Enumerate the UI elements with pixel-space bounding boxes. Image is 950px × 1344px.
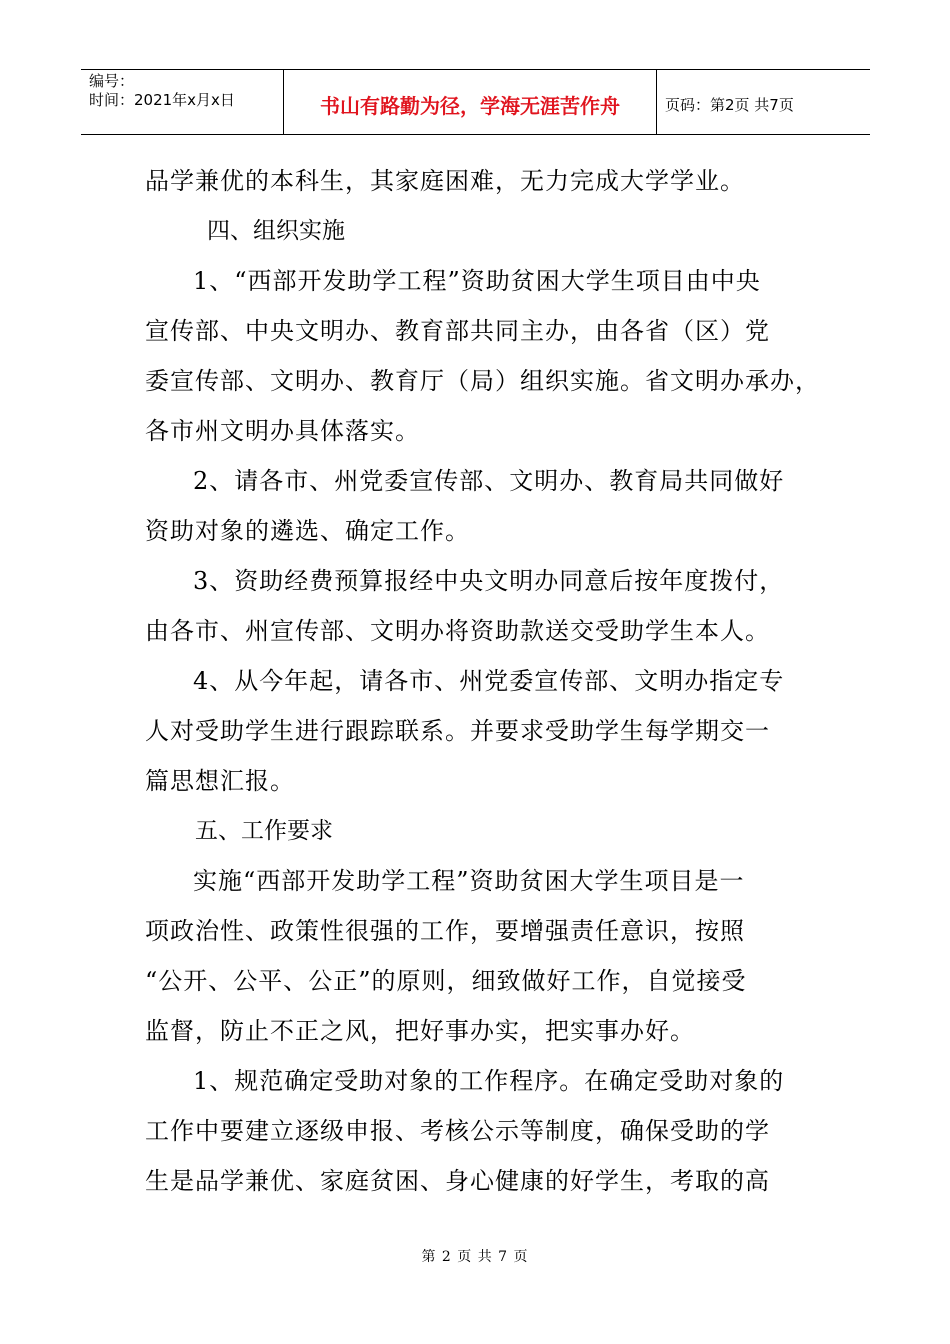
body-text-line: 实施“西部开发助学工程”资助贫困大学生项目是一 <box>193 867 745 895</box>
body-text-line: 3、资助经费预算报经中央文明办同意后按年度拨付， <box>193 567 785 595</box>
body-text-line: 2、请各市、州党委宣传部、文明办、教育局共同做好 <box>193 467 785 495</box>
header-page-info: 页码：第2页 共7页 <box>665 95 794 114</box>
body-text-line: 4、从今年起，请各市、州党委宣传部、文明办指定专 <box>193 667 785 695</box>
section-heading: 四、组织实施 <box>207 218 345 244</box>
body-text-line: 资助对象的遴选、确定工作。 <box>145 517 470 545</box>
body-text-line: 人对受助学生进行跟踪联系。并要求受助学生每学期交一 <box>145 717 770 745</box>
document-body <box>145 156 825 1206</box>
body-text-line: 监督，防止不正之风，把好事办实，把实事办好。 <box>145 1017 695 1045</box>
body-text-line: 各市州文明办具体落实。 <box>145 417 420 445</box>
number-label: 编号： <box>89 72 135 90</box>
body-text-line: 工作中要建立逐级申报、考核公示等制度，确保受助的学 <box>145 1117 770 1145</box>
body-text-line: 1、“西部开发助学工程”资助贫困大学生项目由中央 <box>193 267 761 295</box>
body-text-line: 生是品学兼优、家庭贫困、身心健康的好学生，考取的高 <box>145 1167 770 1195</box>
date-label: 时间：2021年x月x日 <box>89 91 235 109</box>
body-text-line: “公开、公平、公正”的原则，细致做好工作，自觉接受 <box>145 967 747 995</box>
body-text-line: 委宣传部、文明办、教育厅（局）组织实施。省文明办承办， <box>145 367 820 395</box>
section-heading: 五、工作要求 <box>195 818 333 844</box>
body-text-line: 篇思想汇报。 <box>145 767 295 795</box>
header-motto: 书山有路勤为径，学海无涯苦作舟 <box>283 70 657 134</box>
header-meta <box>81 70 283 134</box>
body-text-line: 品学兼优的本科生，其家庭困难，无力完成大学学业。 <box>145 167 745 195</box>
body-text-line: 由各市、州宣传部、文明办将资助款送交受助学生本人。 <box>145 617 770 645</box>
body-text-line: 宣传部、中央文明办、教育部共同主办，由各省（区）党 <box>145 317 770 345</box>
body-text-line: 1、规范确定受助对象的工作程序。在确定受助对象的 <box>193 1067 785 1095</box>
body-text-line: 项政治性、政策性很强的工作，要增强责任意识，按照 <box>145 917 745 945</box>
page-footer: 第 2 页 共 7 页 <box>421 1249 529 1265</box>
document-header <box>81 69 870 135</box>
